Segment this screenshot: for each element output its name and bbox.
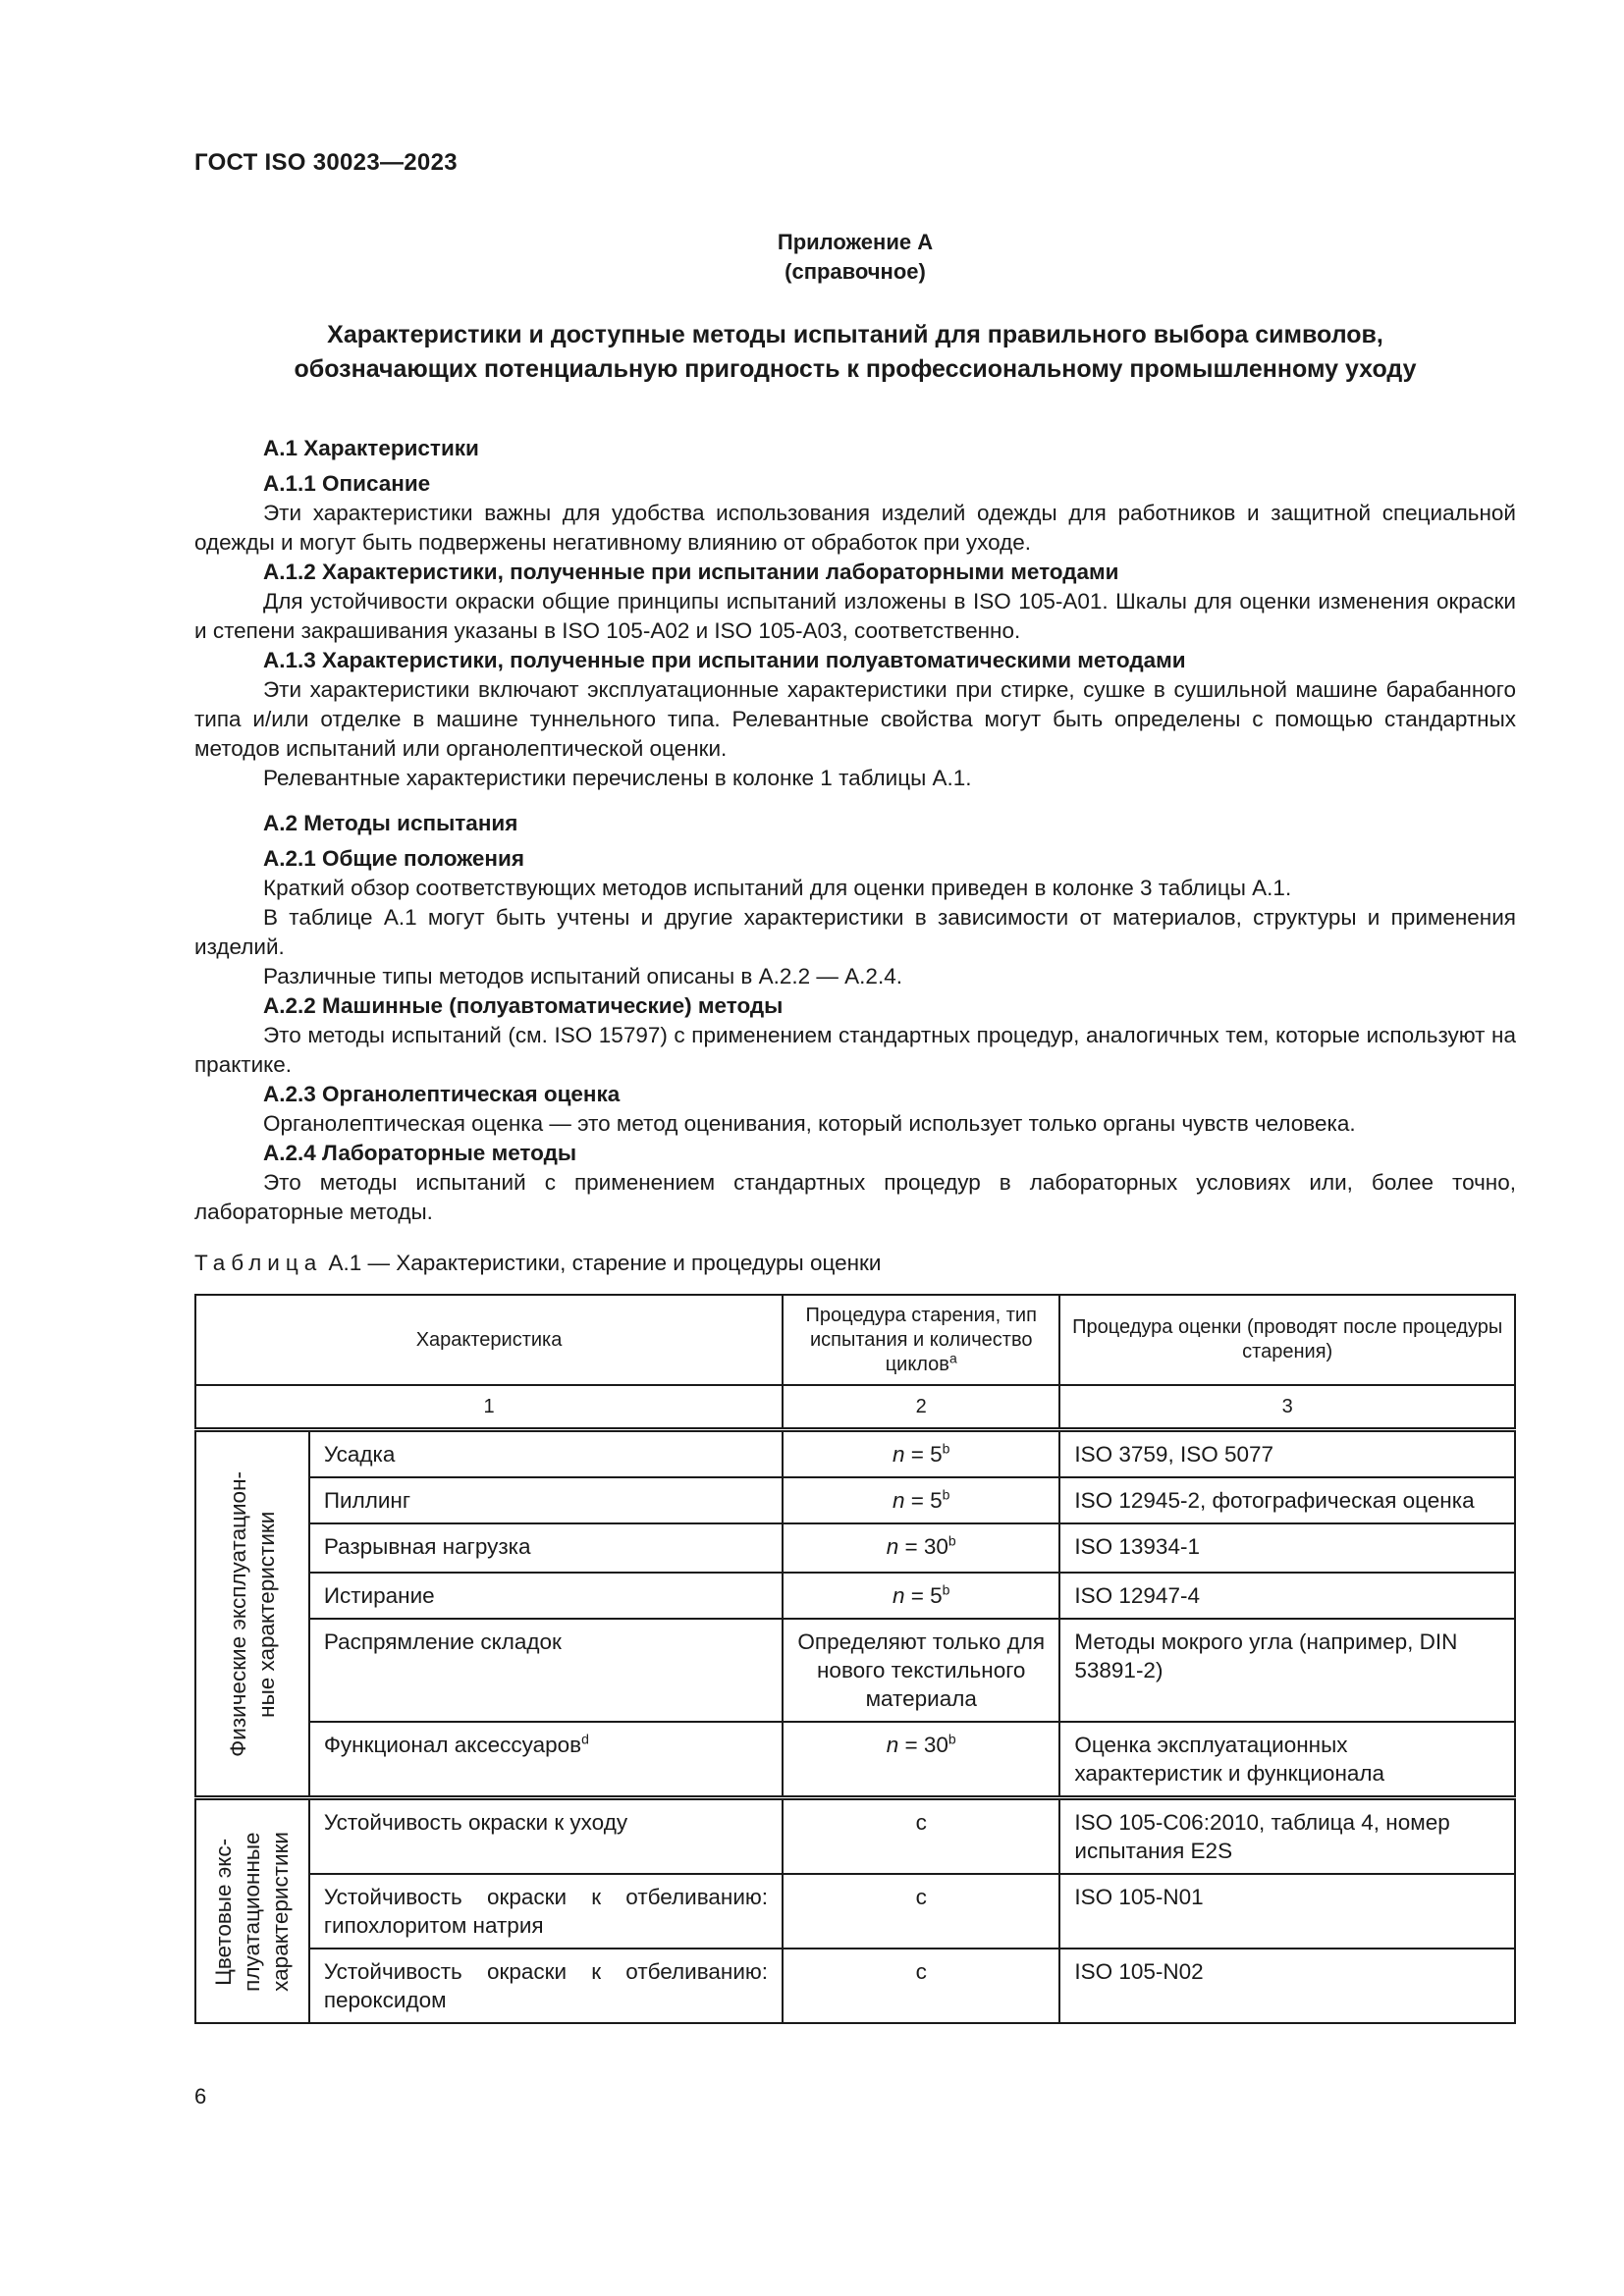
characteristic-name: Функционал аксессуаров	[323, 1733, 582, 1757]
section-heading: А.1 Характеристики	[263, 436, 479, 460]
paragraph: Это методы испытаний (см. ISO 15797) с применением стандартных процедур, аналогичных тем, которые используют на практике.	[194, 1023, 1516, 1077]
aging-value: = 5	[904, 1488, 943, 1513]
characteristic-cell	[309, 1949, 783, 2023]
table-row	[195, 1523, 1515, 1573]
footnote-marker: b	[947, 1532, 956, 1549]
appendix-title	[194, 318, 1516, 387]
characteristic-name: Истирание	[323, 1583, 435, 1608]
characteristic-name: Усадка	[323, 1442, 396, 1467]
aging-cell	[783, 1798, 1059, 1875]
aging-cell	[783, 1523, 1059, 1573]
characteristic-cell	[309, 1477, 783, 1523]
table-row	[195, 1949, 1515, 2023]
aging-cell	[783, 1573, 1059, 1619]
table-row	[195, 1573, 1515, 1619]
paragraph: Органолептическая оценка — это метод оценивания, который использует только органы чувств человека.	[263, 1111, 1356, 1136]
subsection-heading: А.2.1 Общие положения	[263, 846, 524, 871]
characteristic-name: Пиллинг	[323, 1488, 411, 1513]
cycles-variable: n	[892, 1442, 905, 1467]
subsection-heading: А.2.4 Лабораторные методы	[263, 1141, 577, 1165]
table-row	[195, 1430, 1515, 1478]
aging-value: = 30	[898, 1733, 948, 1757]
cycles-variable: n	[886, 1733, 899, 1757]
header-aging	[783, 1295, 1059, 1385]
characteristic-name: Устойчивость окраски к уходу	[323, 1810, 628, 1835]
group-label-cell	[195, 1798, 309, 2024]
aging-cell	[783, 1722, 1059, 1798]
subsection-heading: А.1.3 Характеристики, полученные при испытании полуавтоматическими методами	[263, 648, 1186, 672]
evaluation-cell: Методы мокрого угла (например, DIN 53891-2)	[1059, 1619, 1515, 1722]
table-column-numbers	[195, 1385, 1515, 1430]
characteristic-name: Распрямление складок	[323, 1629, 562, 1654]
paragraph: В таблице А.1 могут быть учтены и другие характеристики в зависимости от материалов, структуры и применения изделий.	[194, 905, 1516, 959]
footnote-marker: b	[942, 1440, 950, 1457]
subsection-heading: А.1.1 Описание	[263, 471, 431, 496]
cycles-variable: n	[892, 1488, 905, 1513]
aging-cell	[783, 1949, 1059, 2023]
characteristic-name: Разрывная нагрузка	[323, 1534, 531, 1559]
aging-value: Определяют только для нового текстильного материала	[797, 1629, 1046, 1711]
title-line: обозначающих потенциальную пригодность к профессиональному промышленному уходу	[294, 355, 1417, 383]
page-number: 6	[194, 2084, 207, 2109]
evaluation-cell: ISO 12945-2, фотографическая оценка	[1059, 1477, 1515, 1523]
characteristic-cell	[309, 1874, 783, 1949]
body-text	[194, 426, 1516, 1227]
group-label: Физические эксплуатацион- ные характеристики	[225, 1470, 279, 1757]
paragraph: Эти характеристики включают эксплуатационные характеристики при стирке, сушке в сушильной машине барабанного типа и/или отделке в машине туннельного типа. Релевантные свойства могут быть определены с помощью стандартных методов испытаний или органолептической оценки.	[194, 677, 1516, 761]
aging-value: = 5	[904, 1583, 943, 1608]
section-heading: А.2 Методы испытания	[263, 811, 518, 835]
table-row	[195, 1722, 1515, 1798]
evaluation-cell: Оценка эксплуатационных характеристик и функционала	[1059, 1722, 1515, 1798]
footnote-marker: b	[942, 1486, 950, 1503]
aging-value: = 5	[904, 1442, 943, 1467]
cycles-variable: n	[892, 1583, 905, 1608]
paragraph: Для устойчивости окраски общие принципы испытаний изложены в ISO 105-A01. Шкалы для оценки изменения окраски и степени закрашивания указаны в ISO 105-A02 и ISO 105-A03, соответственно.	[194, 589, 1516, 643]
column-number: 2	[783, 1385, 1059, 1430]
characteristic-cell	[309, 1619, 783, 1722]
characteristic-cell	[309, 1722, 783, 1798]
aging-value: c	[915, 1810, 927, 1835]
header-aging-sup: a	[948, 1349, 957, 1365]
table-caption-word: Таблица	[194, 1251, 323, 1275]
evaluation-cell: ISO 13934-1	[1059, 1523, 1515, 1573]
cycles-variable: n	[886, 1534, 899, 1559]
paragraph: Краткий обзор соответствующих методов испытаний для оценки приведен в колонке 3 таблицы А.1.	[263, 876, 1292, 900]
column-number: 1	[195, 1385, 783, 1430]
title-line: Характеристики и доступные методы испытаний для правильного выбора символов,	[327, 321, 1383, 348]
paragraph: Это методы испытаний с применением стандартных процедур в лабораторных условиях или, более точно, лабораторные методы.	[194, 1170, 1516, 1224]
characteristic-cell	[309, 1430, 783, 1478]
footnote-marker: d	[581, 1731, 589, 1747]
evaluation-cell: ISO 3759, ISO 5077	[1059, 1430, 1515, 1478]
evaluation-cell: ISO 12947-4	[1059, 1573, 1515, 1619]
group-label: Цветовые экс- плуатационные характеристики	[211, 1831, 294, 1992]
paragraph: Различные типы методов испытаний описаны в А.2.2 — А.2.4.	[263, 964, 902, 988]
characteristic-cell	[309, 1573, 783, 1619]
table-row	[195, 1619, 1515, 1722]
appendix-heading	[194, 228, 1516, 287]
footnote-marker: b	[947, 1731, 956, 1747]
aging-value: c	[915, 1959, 927, 1984]
header-evaluation: Процедура оценки (проводят после процедуры старения)	[1059, 1295, 1515, 1385]
evaluation-cell: ISO 105-N01	[1059, 1874, 1515, 1949]
aging-cell	[783, 1619, 1059, 1722]
footnote-marker: b	[942, 1581, 950, 1598]
table-caption-text: А.1 — Характеристики, старение и процедуры оценки	[328, 1251, 882, 1275]
aging-cell	[783, 1874, 1059, 1949]
characteristics-table	[194, 1294, 1516, 2024]
header-characteristic: Характеристика	[195, 1295, 783, 1385]
column-number: 3	[1059, 1385, 1515, 1430]
appendix-kind: (справочное)	[785, 259, 926, 284]
characteristic-name: Устойчивость окраски к отбеливанию: пероксидом	[323, 1959, 769, 2012]
evaluation-cell: ISO 105-N02	[1059, 1949, 1515, 2023]
aging-value: = 30	[898, 1534, 948, 1559]
document-header: ГОСТ ISO 30023—2023	[194, 149, 458, 176]
table-row	[195, 1798, 1515, 1875]
group-label-cell	[195, 1430, 309, 1798]
evaluation-cell: ISO 105-C06:2010, таблица 4, номер испытания E2S	[1059, 1798, 1515, 1875]
table-header-row	[195, 1295, 1515, 1385]
subsection-heading: А.1.2 Характеристики, полученные при испытании лабораторными методами	[263, 560, 1119, 584]
table-caption	[194, 1249, 881, 1278]
characteristic-name: Устойчивость окраски к отбеливанию: гипохлоритом натрия	[323, 1885, 769, 1938]
table-row	[195, 1477, 1515, 1523]
aging-cell	[783, 1477, 1059, 1523]
header-aging-text: Процедура старения, тип испытания и количество циклов	[805, 1304, 1037, 1375]
table-row	[195, 1874, 1515, 1949]
paragraph: Релевантные характеристики перечислены в колонке 1 таблицы А.1.	[263, 766, 972, 790]
appendix-label: Приложение А	[777, 230, 934, 254]
subsection-heading: А.2.3 Органолептическая оценка	[263, 1082, 621, 1106]
characteristic-cell	[309, 1798, 783, 1875]
paragraph: Эти характеристики важны для удобства использования изделий одежды для работников и защитной специальной одежды и могут быть подвержены негативному влиянию от обработок при уходе.	[194, 501, 1516, 555]
aging-value: c	[915, 1885, 927, 1909]
subsection-heading: А.2.2 Машинные (полуавтоматические) методы	[263, 993, 784, 1018]
characteristic-cell	[309, 1523, 783, 1573]
aging-cell	[783, 1430, 1059, 1478]
